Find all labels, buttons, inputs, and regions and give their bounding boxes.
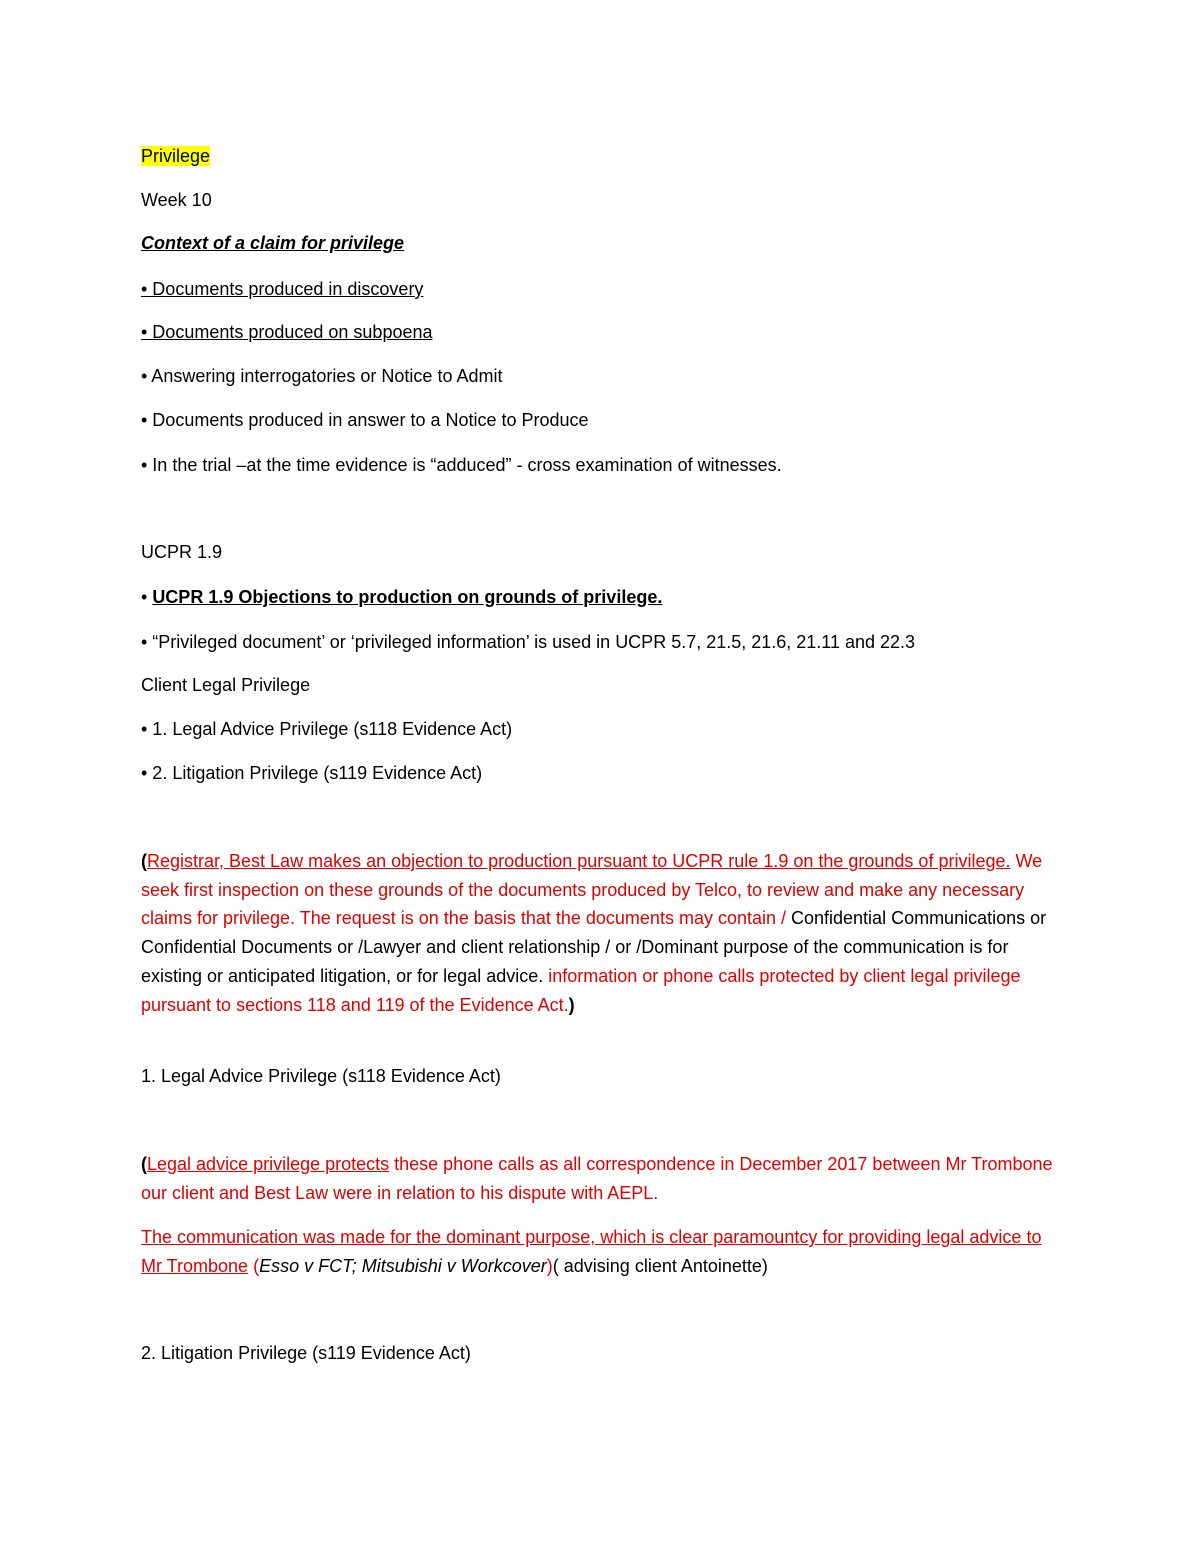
close-paren: ) <box>546 1255 553 1276</box>
context-item-notice-to-produce: • Documents produced in answer to a Notice to Produce <box>141 410 589 430</box>
legal-advice-heading: 1. Legal Advice Privilege (s118 Evidence Act) <box>141 1066 501 1086</box>
legal-advice-paragraph <box>141 1150 1061 1207</box>
context-item-discovery: • Documents produced in discovery <box>141 279 424 299</box>
client-legal-privilege-heading: Client Legal Privilege <box>141 675 311 695</box>
week-label: Week 10 <box>141 190 212 210</box>
dominant-purpose-underlined: The communication was made for the dominant purpose, which is clear paramountcy for providing legal advice to Mr Trombone <box>141 1227 1042 1276</box>
clp-item-legal-advice: • 1. Legal Advice Privilege (s118 Evidence Act) <box>141 719 513 739</box>
litigation-privilege-heading: 2. Litigation Privilege (s119 Evidence Act) <box>141 1343 471 1363</box>
ucpr-objections-text: UCPR 1.9 Objections to production on grounds of privilege. <box>152 587 663 607</box>
open-paren: ( <box>141 1154 147 1174</box>
advising-client-text: ( advising client Antoinette) <box>552 1255 768 1276</box>
context-heading: Context of a claim for privilege <box>141 233 405 253</box>
registrar-grounds-text: Confidential Communications or Confidential Documents or /Lawyer and client relationship / or /Dominant purpose of the communication is for existing or anticipated litigation, or for legal advice. <box>141 908 1047 986</box>
context-item-subpoena: • Documents produced on subpoena <box>141 322 433 342</box>
open-paren: ( <box>253 1255 260 1276</box>
legal-advice-underlined: Legal advice privilege protects <box>147 1154 390 1174</box>
ucpr-heading: UCPR 1.9 <box>141 542 223 562</box>
document-title <box>141 145 210 167</box>
dominant-purpose-paragraph <box>141 1223 1061 1280</box>
case-citations: Esso v FCT; Mitsubishi v Workcover <box>259 1255 547 1276</box>
bullet: • <box>141 587 153 607</box>
registrar-objection-underlined: Registrar, Best Law makes an objection to production pursuant to UCPR rule 1.9 on the grounds of privilege. <box>147 851 1011 871</box>
legal-advice-text: these phone calls as all correspondence in December 2017 between Mr Trombone our client and Best Law were in relation to his dispute with AEPL. <box>141 1154 1053 1203</box>
context-item-interrogatories: • Answering interrogatories or Notice to Admit <box>141 366 503 386</box>
registrar-objection-paragraph <box>141 847 1061 1019</box>
close-paren: ) <box>568 994 575 1015</box>
ucpr-used-item: • “Privileged document’ or ‘privileged information’ is used in UCPR 5.7, 21.5, 21.6, 21.11 and 22.3 <box>141 632 916 652</box>
ucpr-objections-item <box>141 586 662 608</box>
context-item-trial: • In the trial –at the time evidence is “adduced” - cross examination of witnesses. <box>141 455 782 475</box>
clp-item-litigation: • 2. Litigation Privilege (s119 Evidence Act) <box>141 763 483 783</box>
registrar-request-text: We seek first inspection on these grounds of the documents produced by Telco, to review and make any necessary claims for privilege. The request is on the basis that the documents may contain / <box>141 851 1043 929</box>
title-highlight: Privilege <box>141 146 211 166</box>
registrar-sections-text: information or phone calls protected by client legal privilege pursuant to sections 118 and 119 of the Evidence Act. <box>141 965 1021 1015</box>
open-paren: ( <box>141 851 147 871</box>
